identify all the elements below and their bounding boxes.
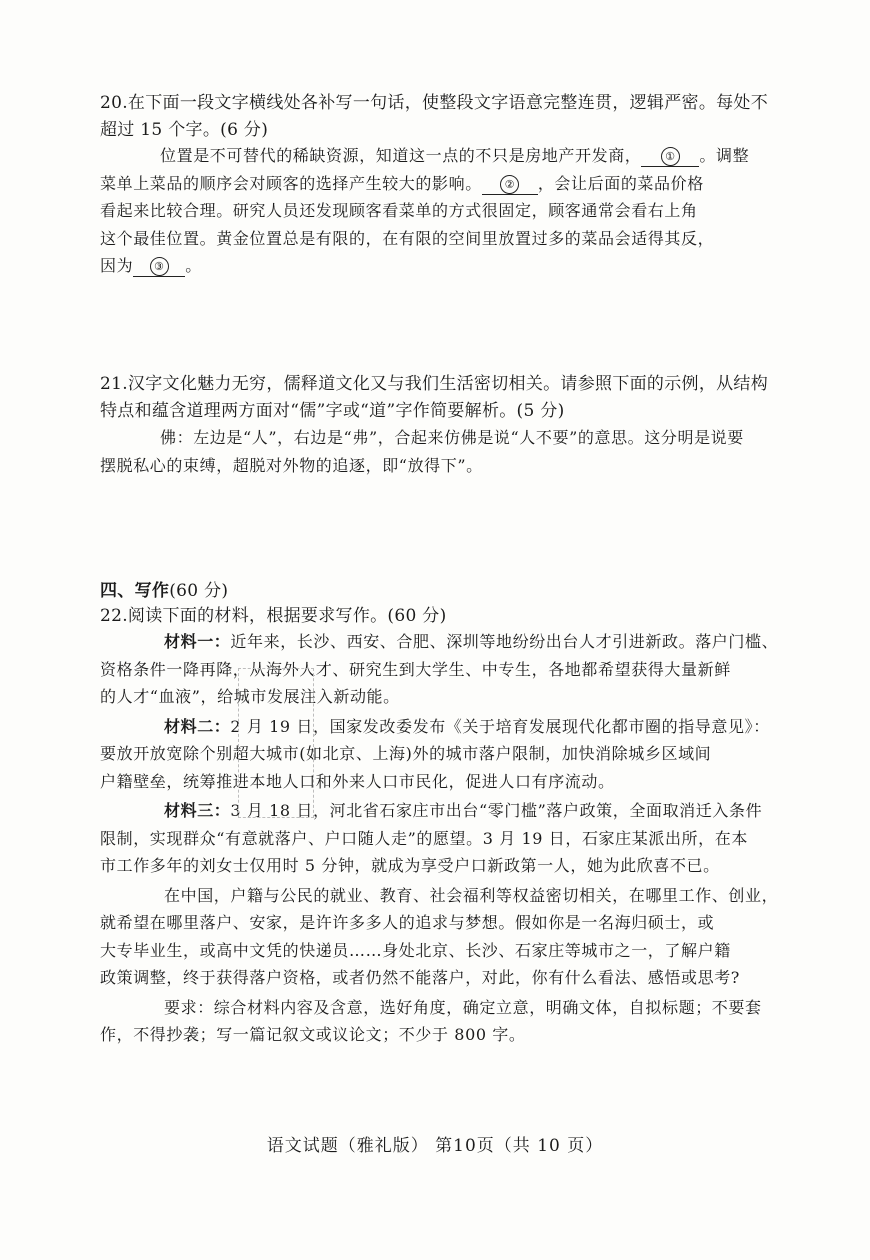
q22-para-line-4: 政策调整，终于获得落户资格，或者仍然不能落户，对此，你有什么看法、感悟或思考? bbox=[100, 968, 740, 987]
q22-para-line-3: 大专毕业生，或高中文凭的快递员……身处北京、长沙、石家庄等城市之一，了解户籍 bbox=[100, 940, 731, 960]
material-2-label: 材料二： bbox=[164, 716, 231, 736]
q22-para-line-2: 就希望在哪里落户、安家，是许许多多人的追求与梦想。假如你是一名海归硕士，或 bbox=[100, 913, 715, 932]
faint-dashed-mark bbox=[238, 668, 314, 818]
section-4-heading bbox=[100, 578, 772, 605]
q20-p5-text: 因为 bbox=[100, 256, 134, 275]
blank-2-number: ② bbox=[500, 175, 519, 194]
blank-3 bbox=[133, 257, 185, 277]
material-1-line-1 bbox=[100, 628, 779, 656]
q20-passage bbox=[100, 142, 772, 280]
material-2-line-1 bbox=[100, 713, 772, 741]
blank-3-number: ③ bbox=[150, 257, 169, 276]
q22-intro: 22.阅读下面的材料，根据要求写作。(60 分) bbox=[100, 606, 447, 626]
section-4-title: 四、写作 bbox=[100, 581, 170, 601]
q20-passage-line-2 bbox=[100, 170, 772, 198]
q21-example-line-1: 佛：左边是“人”，右边是“弗”，合起来仿佛是说“人不要”的意思。这分明是说要 bbox=[160, 428, 744, 447]
material-2-line-3: 户籍壁垒，统筹推进本地人口和外来人口市民化，促进人口有序流动。 bbox=[100, 771, 615, 791]
q22-materials bbox=[100, 628, 779, 1049]
q22-para-line-1: 在中国，户籍与公民的就业、教育、社会福利等权益密切相关，在哪里工作、创业， bbox=[164, 885, 779, 905]
q20-passage-line-4: 这个最佳位置。黄金位置总是有限的，在有限的空间里放置过多的菜品会适得其反， bbox=[100, 228, 715, 248]
q20-line-1: 20.在下面一段文字横线处各补写一句话，使整段文字语意完整连贯，逻辑严密。每处不 bbox=[100, 93, 769, 113]
material-3-line-2: 限制，实现群众“有意就落户、户口随人走”的愿望。3 月 19 日，石家庄某派出所，在本 bbox=[100, 828, 748, 848]
material-2-line-2: 要放开放宽除个别超大城市(如北京、上海)外的城市落户限制，加快消除城乡区域间 bbox=[100, 744, 712, 763]
q21-line-1: 21.汉字文化魅力无穷，儒释道文化又与我们生活密切相关。请参照下面的示例，从结构 bbox=[100, 374, 769, 394]
blank-2 bbox=[482, 175, 538, 195]
page-footer: 语文试题（雅礼版） 第10页（共 10 页） bbox=[266, 1136, 604, 1156]
q20-passage-line-1 bbox=[100, 142, 772, 170]
question-21 bbox=[100, 371, 772, 424]
q21-example-line-2: 摆脱私心的束缚，超脱对外物的追逐，即“放得下”。 bbox=[100, 455, 483, 475]
material-1-text: 近年来，长沙、西安、合肥、深圳等地纷纷出台人才引进新政。落户门槛、 bbox=[230, 632, 779, 651]
q20-p1-text: 位置是不可替代的稀缺资源，知道这一点的不只是房地产开发商， bbox=[160, 146, 642, 165]
q21-example bbox=[100, 424, 772, 479]
material-3-line-1 bbox=[100, 797, 772, 825]
question-22 bbox=[100, 603, 772, 630]
material-3-line-3: 市工作多年的刘女士仅用时 5 分钟，就成为享受户口新政第一人，她为此欣喜不已。 bbox=[100, 856, 720, 875]
q21-line-2: 特点和蕴含道理两方面对“儒”字或“道”字作简要解析。(5 分) bbox=[100, 400, 565, 421]
section-4-score: (60 分) bbox=[169, 581, 229, 601]
question-20 bbox=[100, 90, 772, 143]
material-2-text: 2 月 19 日，国家发改委发布《关于培育发展现代化都市圈的指导意见》： bbox=[230, 716, 770, 736]
q20-p2-end: ，会让后面的菜品价格 bbox=[537, 173, 704, 193]
material-3-label: 材料三： bbox=[164, 801, 231, 820]
q22-requirement-line-1: 要求：综合材料内容及含意，选好角度，确定立意，明确文体，自拟标题；不要套 bbox=[164, 997, 762, 1017]
q20-p2-text: 菜单上菜品的顺序会对顾客的选择产生较大的影响。 bbox=[100, 173, 482, 193]
q20-passage-line-3: 看起来比较合理。研究人员还发现顾客看菜单的方式很固定，顾客通常会看右上角 bbox=[100, 201, 698, 220]
blank-1 bbox=[641, 147, 699, 167]
q20-p5-end: 。 bbox=[185, 256, 202, 275]
material-3-text: 3 月 18 日，河北省石家庄市出台“零门槛”落户政策，全面取消迁入条件 bbox=[230, 801, 763, 820]
material-1-line-2: 资格条件一降再降，从海外人才、研究生到大学生、中专生，各地都希望获得大量新鲜 bbox=[100, 659, 731, 679]
blank-1-number: ① bbox=[661, 147, 680, 166]
q20-p1-end: 。调整 bbox=[699, 146, 750, 165]
q22-requirement-line-2: 作，不得抄袭；写一篇记叙文或议论文；不少于 800 字。 bbox=[100, 1025, 526, 1044]
material-1-line-3: 的人才“血液”，给城市发展注入新动能。 bbox=[100, 687, 400, 706]
q20-line-2: 超过 15 个字。(6 分) bbox=[100, 119, 269, 140]
q20-passage-line-5 bbox=[100, 252, 772, 280]
material-1-label: 材料一： bbox=[164, 632, 231, 651]
